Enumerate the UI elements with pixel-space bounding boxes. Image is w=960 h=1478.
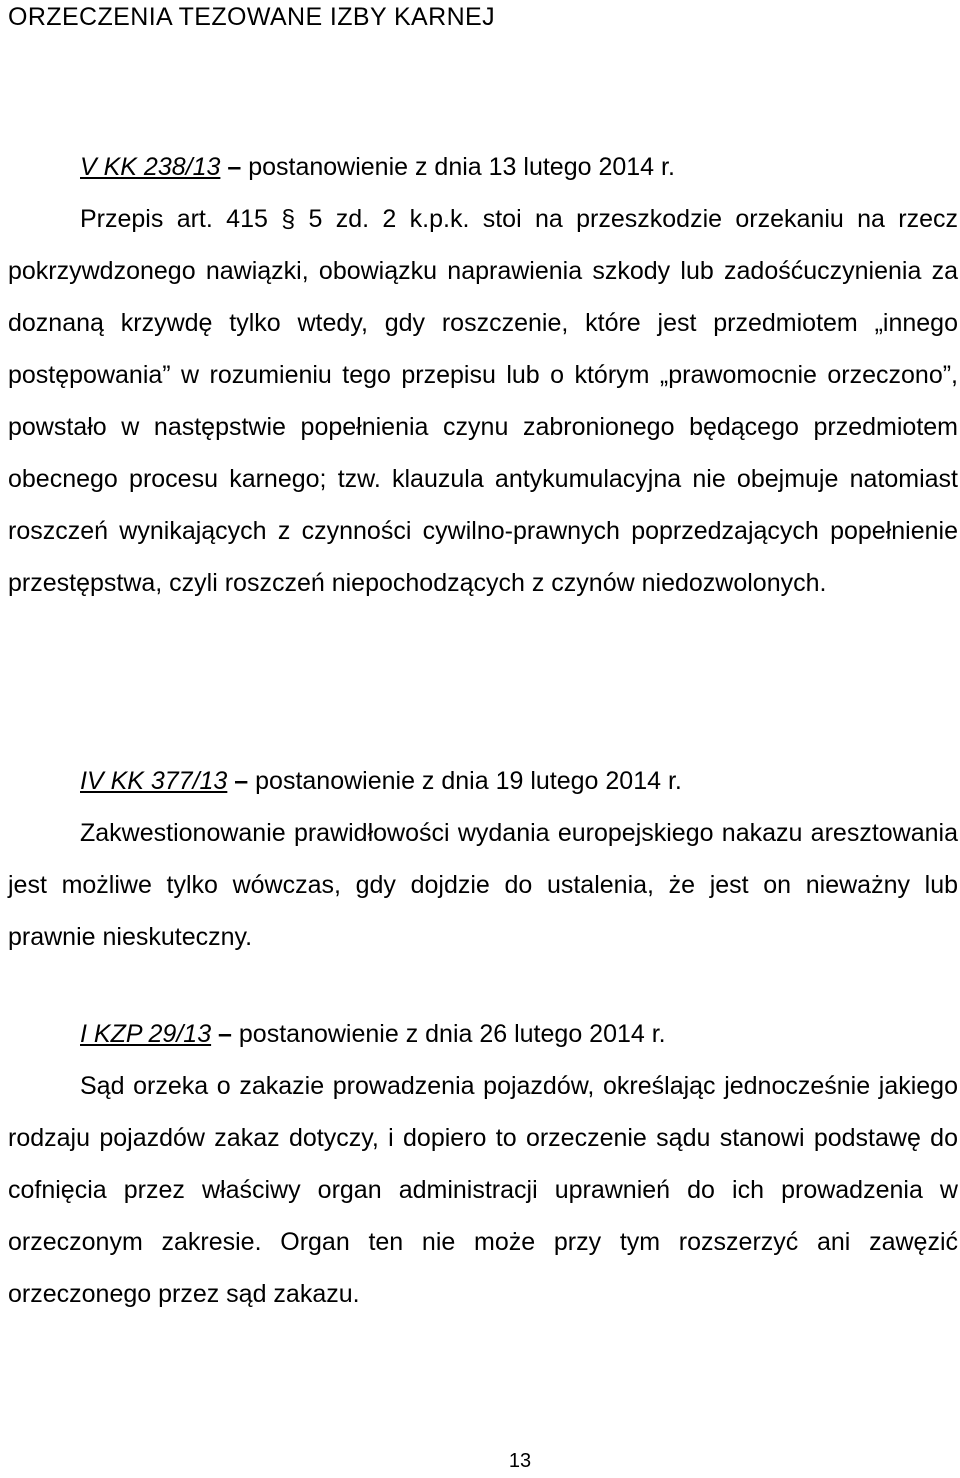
dash-separator: – <box>234 767 249 795</box>
ruling-v-kk-238-13 <box>8 141 958 609</box>
decision-date: postanowienie z dnia 19 lutego 2014 r. <box>255 767 682 795</box>
case-reference: V KK 238/13 <box>80 153 221 181</box>
ruling-iv-kk-377-13 <box>8 755 958 963</box>
dash-separator: – <box>227 153 242 181</box>
ruling-header <box>80 755 958 807</box>
ruling-thesis: Zakwestionowanie prawidłowości wydania europejskiego nakazu aresztowania jest możliwe tylko wówczas, gdy dojdzie do ustalenia, że jest on nieważny lub prawnie nieskuteczny. <box>8 819 958 951</box>
ruling-header <box>80 141 958 193</box>
page-title: ORZECZENIA TEZOWANE IZBY KARNEJ <box>8 3 496 31</box>
decision-date: postanowienie z dnia 26 lutego 2014 r. <box>238 1020 666 1048</box>
ruling-i-kzp-29-13 <box>8 1008 958 1320</box>
ruling-header <box>80 1008 958 1060</box>
ruling-thesis: Sąd orzeka o zakazie prowadzenia pojazdów, określając jednocześnie jakiego rodzaju pojazdów zakaz dotyczy, i dopiero to orzeczenie sądu stanowi podstawę do cofnięcia przez właściwy organ administracji uprawnień do ich prowadzenia w orzeczonym zakresie. Organ ten nie może przy tym rozszerzyć ani zawęzić orzeczonego przez sąd zakazu. <box>8 1072 958 1308</box>
case-reference: IV KK 377/13 <box>80 767 228 795</box>
case-reference: I KZP 29/13 <box>80 1020 212 1048</box>
page-number: 13 <box>508 1450 532 1472</box>
dash-separator: – <box>218 1020 232 1048</box>
decision-date: postanowienie z dnia 13 lutego 2014 r. <box>248 153 675 181</box>
ruling-thesis: Przepis art. 415 § 5 zd. 2 k.p.k. stoi na przeszkodzie orzekaniu na rzecz pokrzywdzonego nawiązki, obowiązku naprawienia szkody lub zadośćuczynienia za doznaną krzywdę tylko wtedy, gdy roszczenie, które jest przedmiotem „innego postępowania” w rozumieniu tego przepisu lub o którym „prawomocnie orzeczono”, powstało w następstwie popełnienia czynu zabronionego będącego przedmiotem obecnego procesu karnego; tzw. klauzula antykumulacyjna nie obejmuje natomiast roszczeń wynikających z czynności cywilno-prawnych poprzedzających popełnienie przestępstwa, czyli roszczeń niepochodzących z czynów niedozwolonych. <box>8 205 958 597</box>
